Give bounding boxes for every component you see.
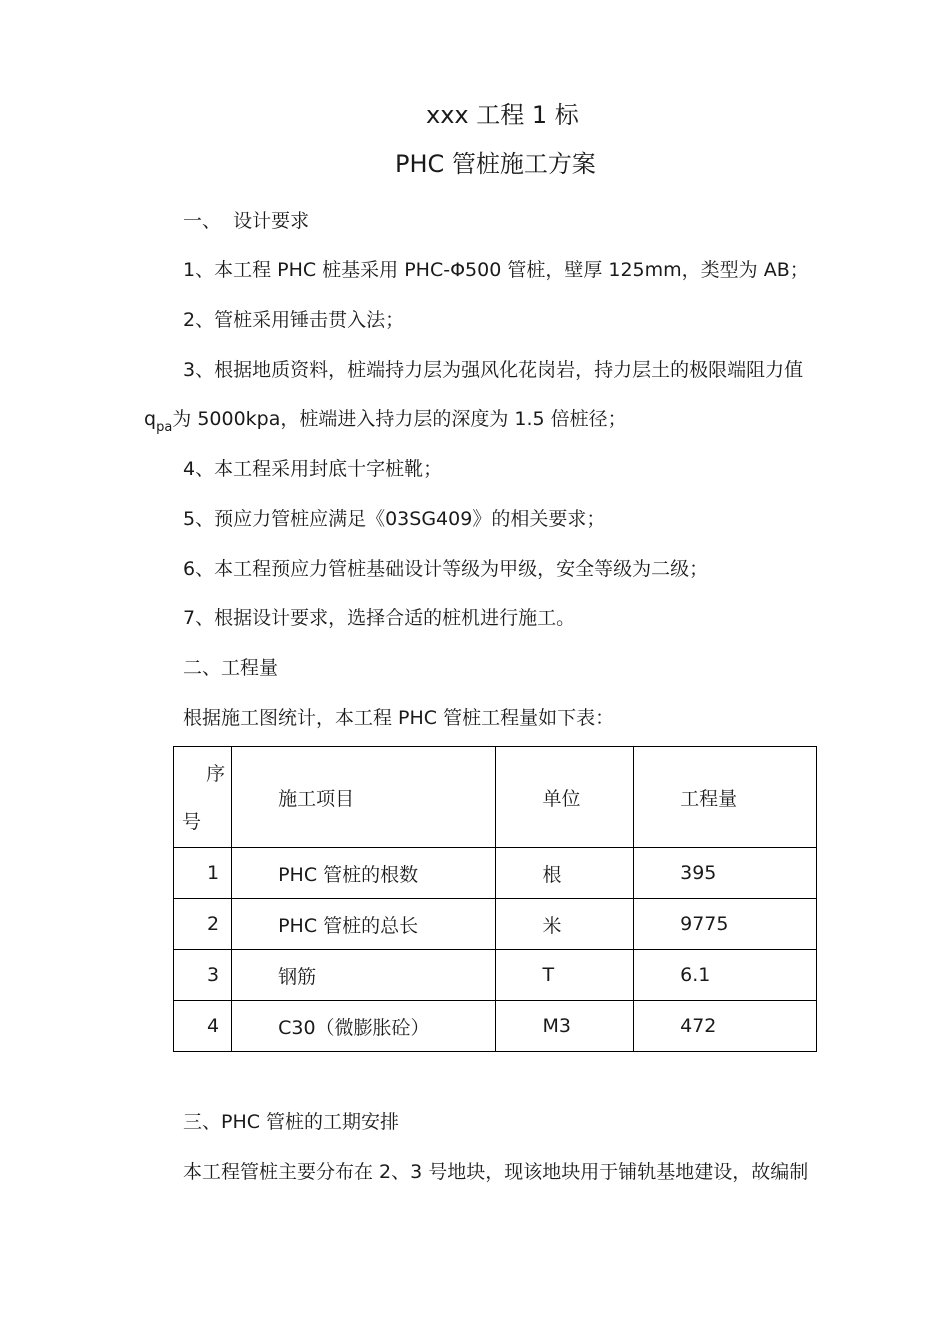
design-item-5: 5、预应力管桩应满足《03SG409》的相关要求；: [183, 508, 606, 530]
design-item-6: 6、本工程预应力管桩基础设计等级为甲级，安全等级为二级；: [183, 558, 709, 580]
cell-no: 4: [174, 1001, 232, 1052]
cell-no: 3: [174, 950, 232, 1001]
design-item-2: 2、管桩采用锤击贯入法；: [183, 309, 405, 331]
schedule-paragraph: 本工程管桩主要分布在 2、3 号地块，现该地块用于铺轨基地建设，故编制: [183, 1161, 809, 1183]
cell-unit: M3: [496, 1001, 634, 1052]
design-item-7: 7、根据设计要求，选择合适的桩机进行施工。: [183, 607, 576, 629]
design-item-3: 3、根据地质资料，桩端持力层为强风化花岗岩，持力层土的极限端阻力值: [183, 359, 804, 381]
header-cell-item: 施工项目: [232, 747, 496, 848]
cell-qty: 9775: [634, 899, 817, 950]
cell-item: C30（微膨胀砼）: [232, 1001, 496, 1052]
cell-item: PHC 管桩的根数: [232, 848, 496, 899]
end-resistance-subscript: pa: [156, 420, 173, 435]
end-resistance-symbol: q: [144, 408, 157, 430]
cell-item: PHC 管桩的总长: [232, 899, 496, 950]
section-heading-schedule: 三、PHC 管桩的工期安排: [183, 1111, 400, 1133]
table-row: [174, 950, 817, 1001]
header-cell-no: [174, 747, 232, 848]
table-intro: 根据施工图统计，本工程 PHC 管桩工程量如下表：: [183, 707, 615, 729]
header-cell-unit: 单位: [496, 747, 634, 848]
cell-unit: 米: [496, 899, 634, 950]
table-row: [174, 899, 817, 950]
cell-qty: 472: [634, 1001, 817, 1052]
design-item-3-continued: [144, 407, 627, 440]
cell-qty: 6.1: [634, 950, 817, 1001]
table-header-row: [174, 747, 817, 848]
design-item-1: 1、本工程 PHC 桩基采用 PHC-Φ500 管桩，壁厚 125mm，类型为 AB；: [183, 259, 809, 281]
cell-unit: 根: [496, 848, 634, 899]
section-heading-design: 一、 设计要求: [183, 210, 310, 232]
header-no-part2: 号: [182, 811, 202, 833]
end-resistance-text: 为 5000kpa，桩端进入持力层的深度为 1.5 倍桩径；: [172, 408, 627, 430]
quantities-table: [173, 746, 817, 1052]
cell-unit: T: [496, 950, 634, 1001]
cell-no: 2: [174, 899, 232, 950]
document-subtitle: PHC 管桩施工方案: [395, 150, 596, 178]
header-no-part1: 序: [206, 763, 226, 785]
design-item-4: 4、本工程采用封底十字桩靴；: [183, 458, 443, 480]
document-title: xxx 工程 1 标: [426, 101, 579, 129]
table-row: [174, 848, 817, 899]
cell-item: 钢筋: [232, 950, 496, 1001]
cell-qty: 395: [634, 848, 817, 899]
table-row: [174, 1001, 817, 1052]
section-heading-quantities: 二、工程量: [183, 657, 279, 679]
cell-no: 1: [174, 848, 232, 899]
header-cell-qty: 工程量: [634, 747, 817, 848]
